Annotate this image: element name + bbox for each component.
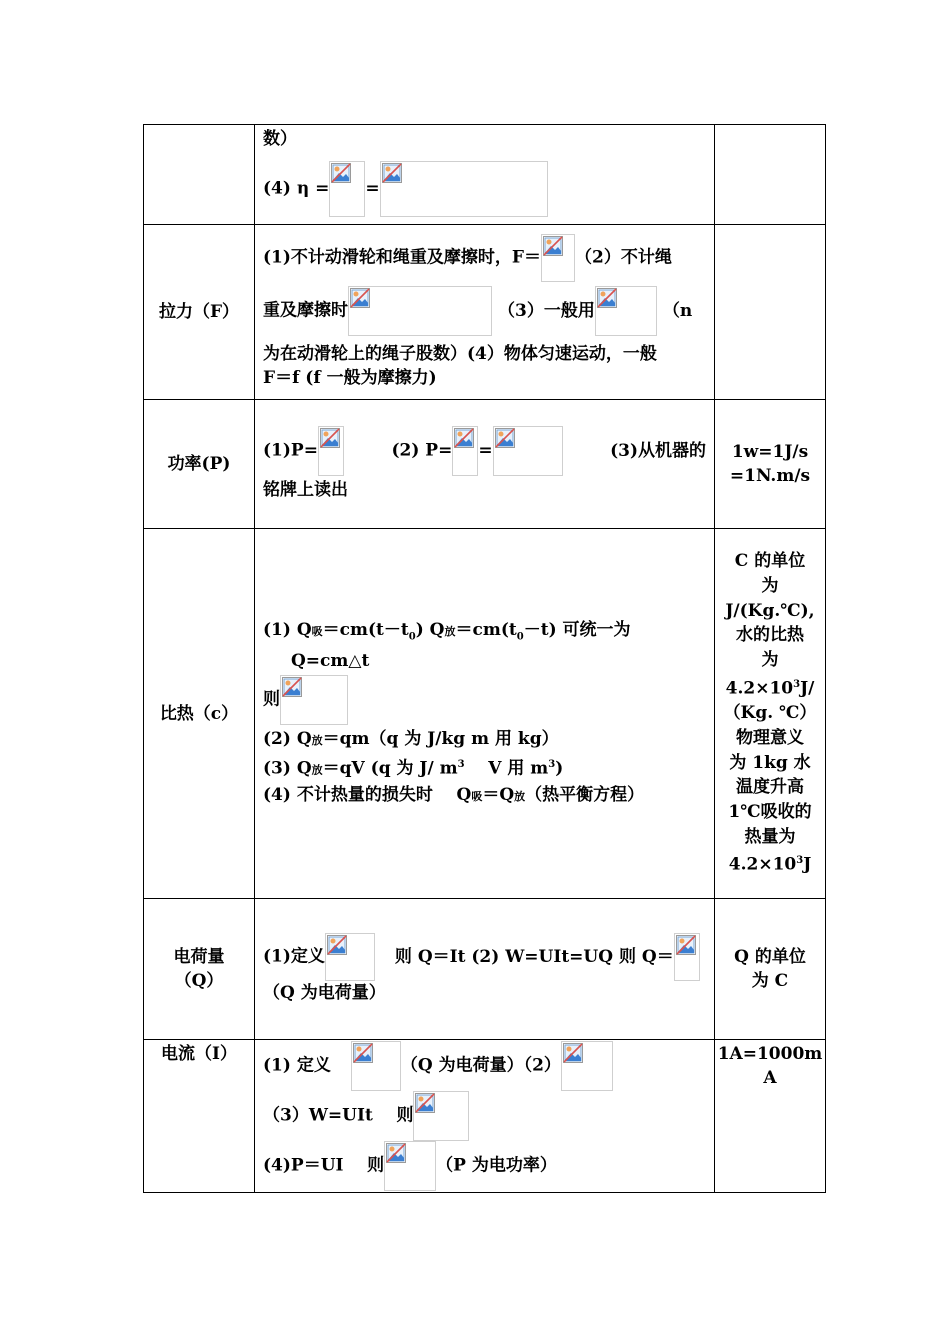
formula-cell bbox=[255, 225, 715, 400]
formula-text: (2) P= bbox=[391, 440, 453, 461]
formula-text: = bbox=[365, 178, 380, 199]
formula-text: （3）一般用 bbox=[498, 300, 595, 321]
unit-text: J/(Kg.℃), bbox=[725, 600, 815, 621]
unit-text: 1A=1000m bbox=[717, 1044, 823, 1064]
unit-text: Q 的单位 bbox=[734, 947, 806, 967]
text-line bbox=[263, 675, 706, 725]
formula-text: （3）W=UIt 则 bbox=[263, 1105, 414, 1126]
formula-table bbox=[143, 124, 826, 1193]
text-line: (1) Q吸$=cm(t-t_0)$ Q放$=cm(t_0-t)$ 可统一为 bbox=[263, 619, 631, 643]
broken-image-icon bbox=[351, 1041, 401, 1091]
unit-text: 为 C bbox=[751, 971, 789, 991]
unit-text: 为 1kg 水 bbox=[729, 752, 811, 773]
unit-cell bbox=[715, 1040, 826, 1193]
text-line: (2) Q放＝qm（q 为 J/kg m 用 kg） bbox=[263, 729, 559, 750]
row-label-cell: 拉力（F） bbox=[144, 225, 255, 400]
table-row-charge bbox=[144, 899, 826, 1040]
formula-text: (3)从机器的 bbox=[610, 441, 706, 461]
unit-text: 1℃吸收的 bbox=[728, 801, 812, 822]
broken-image-icon bbox=[325, 933, 375, 981]
row-label-cell bbox=[144, 899, 255, 1040]
broken-image-icon bbox=[452, 426, 478, 476]
text-line: （Q 为电荷量） bbox=[263, 983, 386, 1003]
unit-text: =1N.m/s bbox=[729, 466, 811, 486]
unit-text: 为 bbox=[761, 650, 779, 671]
formula-text: （2）不计绳 bbox=[574, 247, 672, 268]
broken-image-icon bbox=[280, 675, 348, 725]
formula-text: (1) 定义 bbox=[263, 1055, 331, 1076]
text-line bbox=[263, 933, 706, 981]
row-label-cell: 比热（c） bbox=[144, 529, 255, 899]
formula-text: 重及摩擦时 bbox=[263, 300, 348, 321]
text-line: 铭牌上读出 bbox=[263, 480, 348, 500]
table-row-efficiency bbox=[144, 125, 826, 225]
unit-cell bbox=[715, 400, 826, 529]
text-line bbox=[263, 234, 706, 282]
table-row-current bbox=[144, 1040, 826, 1193]
row-label-cell: 电流（I） bbox=[144, 1040, 255, 1193]
unit-text: A bbox=[763, 1068, 777, 1088]
broken-image-icon bbox=[380, 161, 548, 217]
formula-text: 则 Q＝It (2) W=UIt=UQ 则 Q＝ bbox=[394, 946, 674, 967]
broken-image-icon bbox=[348, 286, 492, 336]
unit-text: $4.2\times 10^3J$ bbox=[728, 855, 812, 876]
broken-image-icon bbox=[561, 1041, 613, 1091]
unit-cell bbox=[715, 899, 826, 1040]
formula-text: （Q 为电荷量）（2） bbox=[400, 1055, 561, 1076]
formula-cell bbox=[255, 400, 715, 529]
unit-text: 热量为 bbox=[744, 826, 796, 847]
unit-text: 温度升高 bbox=[736, 777, 804, 798]
unit-text: （Kg. ℃） bbox=[723, 703, 817, 724]
unit-cell bbox=[715, 225, 826, 400]
text-line bbox=[263, 426, 706, 476]
table-row-power bbox=[144, 400, 826, 529]
row-label-cell: 功率(P) bbox=[144, 400, 255, 529]
text-line bbox=[263, 1041, 706, 1091]
table-row-force bbox=[144, 225, 826, 400]
table-row-heat bbox=[144, 529, 826, 899]
broken-image-icon bbox=[595, 286, 657, 336]
broken-image-icon bbox=[493, 426, 563, 476]
text-line: Q=cm△t bbox=[291, 651, 370, 672]
unit-text: 水的比热 bbox=[736, 625, 804, 646]
text-line bbox=[263, 1141, 706, 1191]
formula-text: (1)不计动滑轮和绳重及摩擦时，F＝ bbox=[263, 247, 541, 268]
broken-image-icon bbox=[384, 1141, 436, 1191]
formula-cell bbox=[255, 529, 715, 899]
unit-text: 为 bbox=[761, 575, 779, 596]
formula-cell bbox=[255, 899, 715, 1040]
text-line: F＝f (f 一般为摩擦力) bbox=[263, 368, 437, 388]
broken-image-icon bbox=[541, 234, 575, 282]
broken-image-icon bbox=[674, 933, 700, 981]
formula-text: (1)P= bbox=[263, 440, 318, 461]
text-line: (3) Q放＝qV (q 为 J/ $m^3$ V 用 $m^3$) bbox=[263, 759, 564, 780]
formula-text: (4) η = bbox=[263, 178, 330, 199]
formula-text: （P 为电功率） bbox=[436, 1155, 557, 1176]
unit-cell bbox=[715, 125, 826, 225]
broken-image-icon bbox=[413, 1091, 469, 1141]
row-label: （Q） bbox=[174, 971, 224, 991]
formula-text: （n bbox=[662, 300, 693, 321]
text-line: 为在动滑轮上的绳子股数）(4）物体匀速运动，一般 bbox=[263, 344, 657, 364]
broken-image-icon bbox=[318, 426, 344, 476]
formula-cell bbox=[255, 125, 715, 225]
formula-cell bbox=[255, 1040, 715, 1193]
text-line bbox=[263, 286, 706, 336]
row-label: 电荷量 bbox=[173, 947, 225, 967]
unit-text: 1w=1J/s bbox=[731, 442, 809, 462]
formula-text: (1)定义 bbox=[263, 946, 325, 967]
text-line: (4) 不计热量的损失时 Q吸＝Q放（热平衡方程） bbox=[263, 785, 645, 806]
formula-text: = bbox=[478, 440, 493, 461]
unit-text: 物理意义 bbox=[736, 727, 804, 748]
row-label-cell bbox=[144, 125, 255, 225]
broken-image-icon bbox=[329, 161, 365, 217]
unit-cell bbox=[715, 529, 826, 899]
formula-text: (4)P＝UI 则 bbox=[263, 1155, 385, 1176]
text-line bbox=[263, 1091, 706, 1141]
unit-text: C 的单位 bbox=[734, 551, 806, 572]
unit-text: $4.2\times 10^3J/$ bbox=[725, 678, 815, 699]
text-line bbox=[263, 161, 706, 217]
text-line: 数） bbox=[263, 129, 297, 149]
formula-text: 则 bbox=[263, 689, 280, 710]
